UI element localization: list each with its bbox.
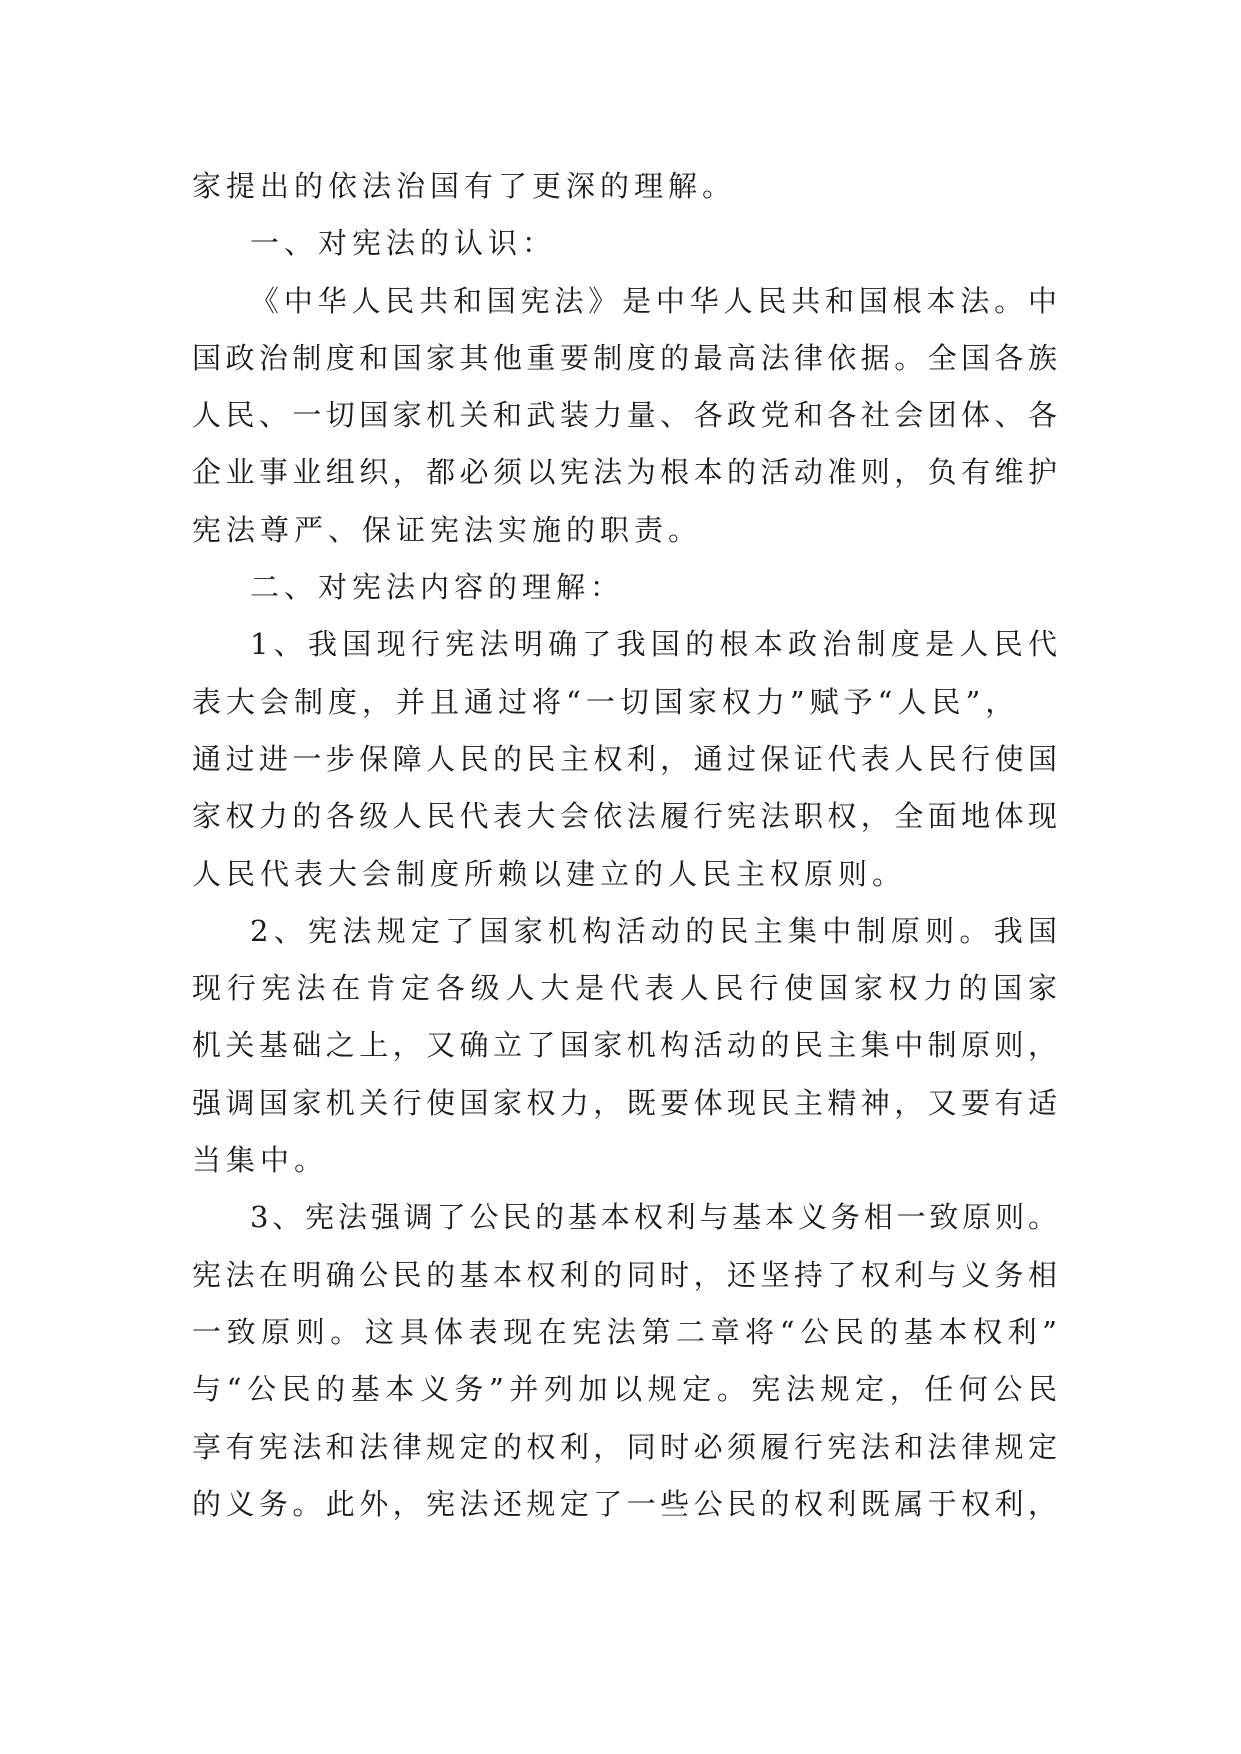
section-heading: 一、对宪法的认识： [250, 226, 557, 261]
text-line: 人民、一切国家机关和武装力量、各政党和各社会团体、各 [192, 398, 1057, 433]
body-text [192, 158, 1057, 1533]
text-line: 家提出的依法治国有了更深的理解。 [192, 169, 737, 203]
text-line: 享有宪法和法律规定的权利，同时必须履行宪法和法律规定 [192, 1429, 1057, 1464]
text-line: 1、我国现行宪法明确了我国的根本政治制度是人民代 [250, 627, 1057, 662]
text-line: 国政治制度和国家其他重要制度的最高法律依据。全国各族 [192, 340, 1057, 375]
text-line: 当集中。 [192, 1143, 329, 1178]
text-line: 3、宪法强调了公民的基本权利与基本义务相一致原则。 [250, 1200, 1057, 1235]
text-line: 宪法尊严、保证宪法实施的职责。 [192, 512, 703, 547]
text-line: 人民代表大会制度所赖以建立的人民主权原则。 [192, 856, 907, 891]
section-heading: 二、对宪法内容的理解： [250, 570, 625, 605]
text-line: 一致原则。这具体表现在宪法第二章将“公民的基本权利” [192, 1314, 1057, 1349]
text-line: 2、宪法规定了国家机构活动的民主集中制原则。我国 [250, 913, 1057, 948]
text-line: 家权力的各级人民代表大会依法履行宪法职权，全面地体现 [192, 799, 1057, 834]
text-line: 与“公民的基本义务”并列加以规定。宪法规定，任何公民 [192, 1372, 1057, 1407]
text-line: 企业事业组织，都必须以宪法为根本的活动准则，负有维护 [192, 455, 1057, 490]
text-line: 《中华人民共和国宪法》是中华人民共和国根本法。中 [250, 283, 1057, 318]
text-line: 表大会制度，并且通过将“一切国家权力”赋予“人民”， [192, 684, 1020, 719]
text-line: 现行宪法在肯定各级人大是代表人民行使国家权力的国家 [192, 971, 1057, 1006]
text-line: 强调国家机关行使国家权力，既要体现民主精神，又要有适 [192, 1085, 1057, 1120]
text-line: 机关基础之上，又确立了国家机构活动的民主集中制原则， [192, 1028, 1057, 1063]
text-line: 宪法在明确公民的基本权利的同时，还坚持了权利与义务相 [192, 1257, 1057, 1292]
text-line: 通过进一步保障人民的民主权利，通过保证代表人民行使国 [192, 741, 1057, 776]
text-line: 的义务。此外，宪法还规定了一些公民的权利既属于权利， [192, 1486, 1057, 1521]
